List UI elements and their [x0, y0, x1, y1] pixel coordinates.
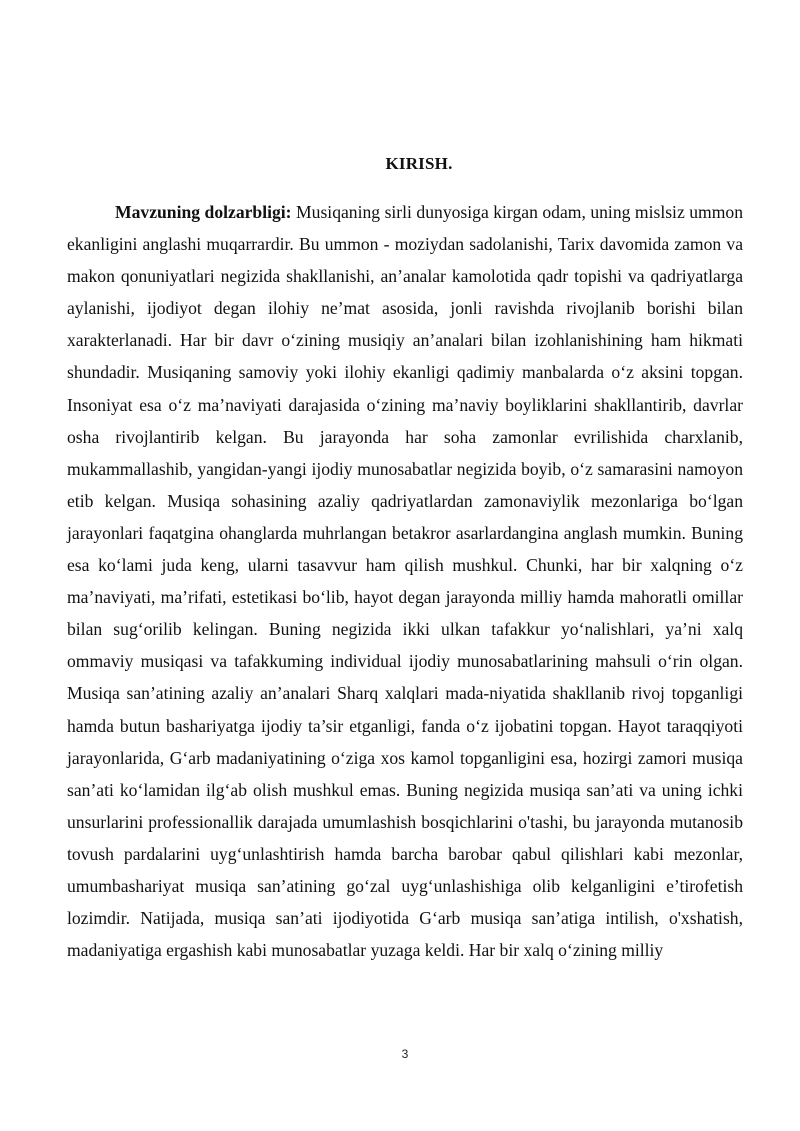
- paragraph-text: Musiqaning sirli dunyosiga kirgan odam, uning mislsiz ummon ekanligini anglashi muqarrardir. Bu ummon - moziydan sadolanishi, Tarix davomida zamon va makon qonuniyatlari negizida shakllanishi, an’analar kamolotida qadr topishi va qadriyatlarga aylanishi, ijodiyot degan ilohiy ne’mat asosida, jonli ravishda rivojlanib borishi bilan xarakterlanadi. Har bir davr o‘zining musiqiy an’analari bilan izohlanishining ham hikmati shundadir. Musiqaning samoviy yoki ilohiy ekanligi qadimiy manbalarda o‘z aksini topgan. Insoniyat esa o‘z ma’naviyati darajasida o‘zining ma’naviy boyliklarini shakllantirib, davrlar osha rivojlantirib kelgan. Bu jarayonda har soha zamonlar evrilishida charxlanib, mukammallashib, yangidan-yangi ijodiy munosabatlar negizida boyib, o‘z samarasini namoyon etib kelgan. Musiqa sohasining azaliy qadriyatlardan zamonaviylik mezonlariga bo‘lgan jarayonlari faqatgina ohanglarda muhrlangan betakror asarlardangina anglash mumkin. Buning esa ko‘lami juda keng, ularni tasavvur ham qilish mushkul. Chunki, har bir xalqning o‘z ma’naviyati, ma’rifati, estetikasi bo‘lib, hayot degan jarayonda milliy hamda mahoratli omillar bilan sug‘orilib kelingan. Buning negizida ikki ulkan tafakkur yo‘nalishlari, ya’ni xalq ommaviy musiqasi va tafakkuming individual ijodiy munosabatlarining mahsuli o‘rin olgan. Musiqa san’atining azaliy an’analari Sharq xalqlari mada-niyatida shakllanib rivoj topganligi hamda butun bashariyatga ijodiy ta’sir etganligi, fanda o‘z ijobatini topgan. Hayot taraqqiyoti jarayonlarida, G‘arb madaniyatining o‘ziga xos kamol topganligini esa, hozirgi zamori musiqa san’ati ko‘lamidan ilg‘ab olish mushkul emas. Buning negizida musiqa san’ati va uning ichki unsurlarini professionallik darajada umumlashish bosqichlarini o'tashi, bu jarayonda mutanosib tovush pardalarini uyg‘unlashtirish hamda barcha barobar qabul qilishlari kabi mezonlar, umumbashariyat musiqa san’atining go‘zal uyg‘unlashishiga olib kelganligini e’tirofetish lozimdir. Natijada, musiqa san’ati ijodiyotida G‘arb musiqa san’atiga intilish, o'xshatish, madaniyatiga ergashish kabi munosabatlar yuzaga keldi. Har bir xalq o‘zining milliy: [67, 202, 743, 961]
- page-title: KIRISH.: [385, 154, 453, 173]
- body-paragraph: [67, 196, 743, 966]
- paragraph-lead: Mavzuning dolzarbligi:: [115, 202, 292, 222]
- page-number: 3: [401, 1047, 409, 1061]
